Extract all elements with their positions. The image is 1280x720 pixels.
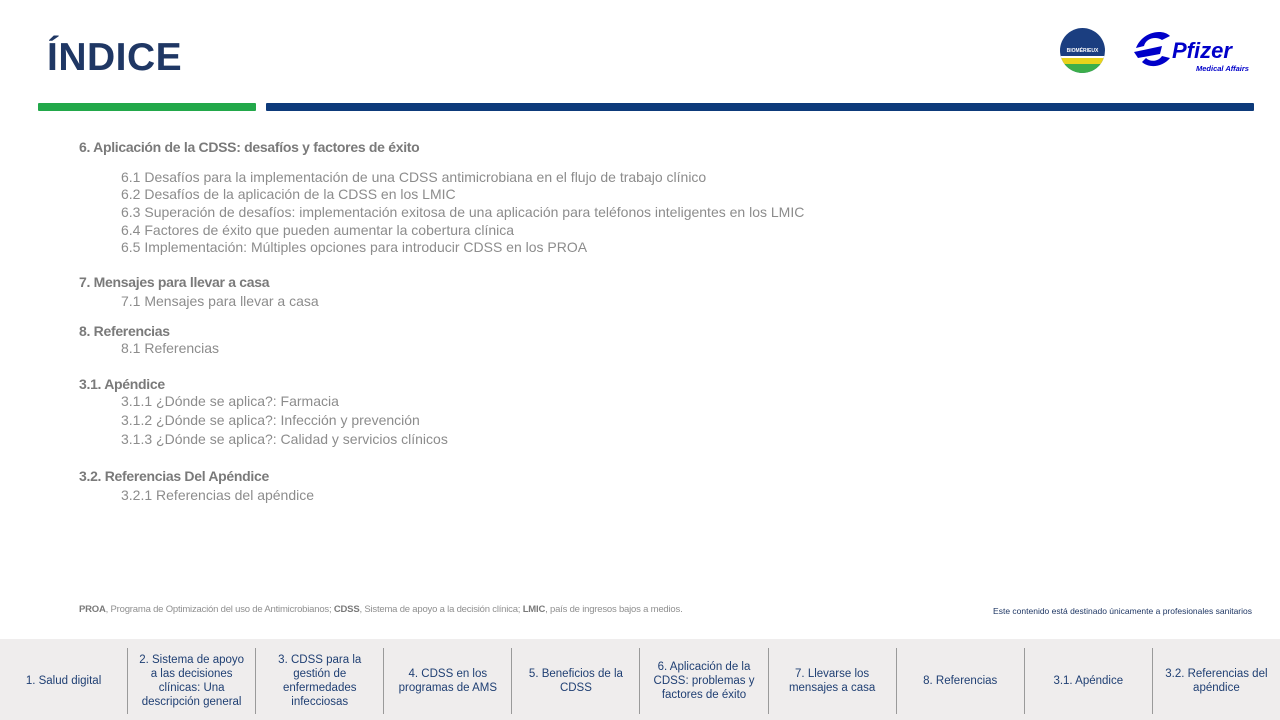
toc-item-3-1-3[interactable]: 3.1.3 ¿Dónde se aplica?: Calidad y servicios clínicos <box>121 431 448 447</box>
nav-mensajes[interactable]: 7. Llevarse los mensajes a casa <box>768 648 896 714</box>
toc-item-6-2[interactable]: 6.2 Desafíos de la aplicación de la CDSS en los LMIC <box>121 186 456 202</box>
toc-section-6[interactable]: 6. Aplicación de la CDSS: desafíos y factores de éxito <box>79 139 420 155</box>
nav-cdss-enfermedades[interactable]: 3. CDSS para la gestión de enfermedades infecciosas <box>255 648 383 714</box>
abbr-cdss: CDSS <box>333 604 360 615</box>
footnote-end: . <box>680 604 683 615</box>
toc-item-3-1-2[interactable]: 3.1.2 ¿Dónde se aplica?: Infección y prevención <box>121 412 420 428</box>
toc-section-3-1[interactable]: 3.1. Apéndice <box>79 376 165 392</box>
nav-salud-digital[interactable]: 1. Salud digital <box>25 675 102 687</box>
nav-aplicacion[interactable]: 6. Aplicación de la CDSS: problemas y factores de éxito <box>639 648 767 714</box>
biomerieux-wordmark: BIOMÉRIEUX <box>1066 48 1099 54</box>
toc-section-7[interactable]: 7. Mensajes para llevar a casa <box>79 274 270 290</box>
nav-cdss-ams[interactable]: 4. CDSS en los programas de AMS <box>383 648 511 714</box>
toc-item-7-1[interactable]: 7.1 Mensajes para llevar a casa <box>121 293 319 309</box>
toc-section-8[interactable]: 8. Referencias <box>79 323 170 339</box>
nav-referencias[interactable]: 8. Referencias <box>896 648 1024 714</box>
nav-apendice[interactable]: 3.1. Apéndice <box>1024 648 1152 714</box>
audience-disclaimer: Este contenido está destinado únicamente a profesionales sanitarios <box>993 606 1252 616</box>
bottom-navigation <box>0 639 1280 720</box>
toc-item-6-5[interactable]: 6.5 Implementación: Múltiples opciones para introducir CDSS en los PROA <box>121 239 588 255</box>
abbr-lmic: LMIC <box>522 604 546 615</box>
nav-referencias-apendice[interactable]: 3.2. Referencias del apéndice <box>1152 648 1280 714</box>
abbr-proa-definition: , Programa de Optimización del uso de Antimicrobianos; <box>105 604 334 615</box>
toc-item-6-1[interactable]: 6.1 Desafíos para la implementación de una CDSS antimicrobiana en el flujo de trabajo clínico <box>121 169 707 185</box>
toc-item-3-1-1[interactable]: 3.1.1 ¿Dónde se aplica?: Farmacia <box>121 393 339 409</box>
pfizer-wordmark: Pfizer <box>1172 38 1232 63</box>
nav-beneficios[interactable]: 5. Beneficios de la CDSS <box>511 648 639 714</box>
toc-section-3-2[interactable]: 3.2. Referencias Del Apéndice <box>79 468 269 484</box>
toc-item-6-4[interactable]: 6.4 Factores de éxito que pueden aumentar la cobertura clínica <box>121 222 515 238</box>
toc-item-8-1[interactable]: 8.1 Referencias <box>121 340 220 356</box>
abbr-cdss-definition: , Sistema de apoyo a la decisión clínica; <box>359 604 523 615</box>
toc-item-6-3[interactable]: 6.3 Superación de desafíos: implementación exitosa de una aplicación para teléfonos inteligentes en los LMIC <box>121 204 805 220</box>
pfizer-tagline: Medical Affairs <box>1196 64 1249 73</box>
page-title: ÍNDICE <box>47 36 183 79</box>
nav-sistema-apoyo[interactable]: 2. Sistema de apoyo a las decisiones clínicas: Una descripción general <box>127 648 255 714</box>
abbreviations-footnote <box>79 604 683 615</box>
abbr-proa: PROA <box>79 604 106 615</box>
toc-item-3-2-1[interactable]: 3.2.1 Referencias del apéndice <box>121 487 315 503</box>
abbr-lmic-definition: , país de ingresos bajos a medios <box>545 604 681 615</box>
